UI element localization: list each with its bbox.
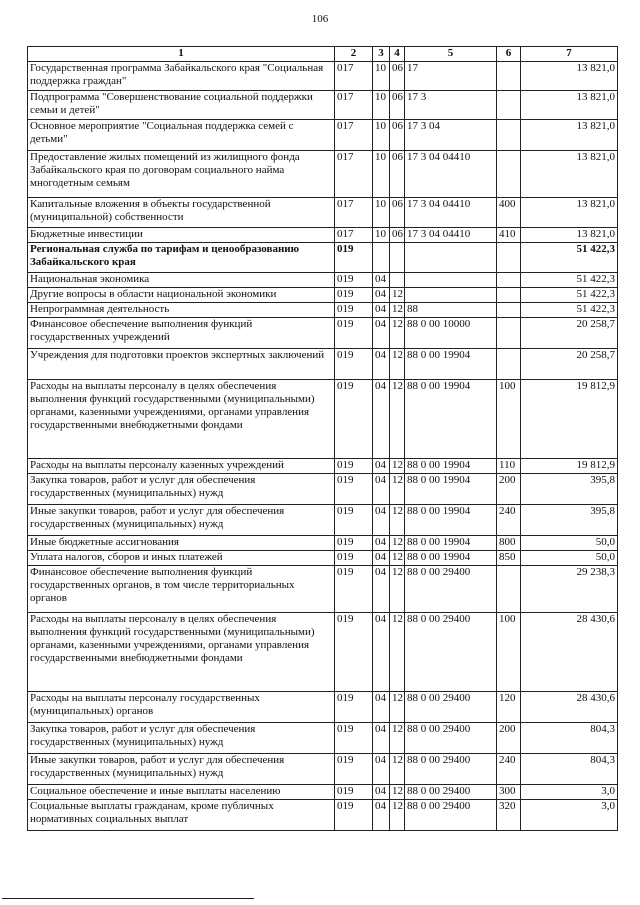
- expense-type: 400: [497, 198, 521, 228]
- section-code: 04: [373, 288, 390, 303]
- target-article: 88 0 00 29400: [405, 785, 497, 800]
- row-name: Подпрограмма "Совершенствование социальной поддержки семьи и детей": [28, 91, 335, 120]
- target-article: 17 3 04 04410: [405, 198, 497, 228]
- row-name: Непрограммная деятельность: [28, 303, 335, 318]
- table-row: [28, 723, 618, 754]
- row-name: Уплата налогов, сборов и иных платежей: [28, 551, 335, 566]
- expense-type: 200: [497, 474, 521, 505]
- table-row: [28, 380, 618, 459]
- target-article: 88: [405, 303, 497, 318]
- subsection-code: 12: [390, 566, 405, 613]
- section-code: [373, 243, 390, 273]
- subsection-code: 12: [390, 785, 405, 800]
- row-name: Предоставление жилых помещений из жилищного фонда Забайкальского края по договорам социального найма многодетным семьям: [28, 151, 335, 198]
- row-name: Расходы на выплаты персоналу в целях обеспечения выполнения функций государственными (муниципальными) органами, казенными учреждениями, органами управления государственными внебюджетными фондами: [28, 380, 335, 459]
- row-name: Расходы на выплаты персоналу в целях обеспечения выполнения функций государственными (муниципальными) органами, казенными учреждениями, органами управления государственными внебюджетными фондами: [28, 613, 335, 692]
- expense-type: 100: [497, 380, 521, 459]
- subsection-code: 12: [390, 723, 405, 754]
- subsection-code: 12: [390, 303, 405, 318]
- target-article: 88 0 00 19904: [405, 474, 497, 505]
- amount: 3,0: [521, 800, 618, 831]
- amount: 50,0: [521, 551, 618, 566]
- ministry-code: 019: [335, 754, 373, 785]
- row-name: Государственная программа Забайкальского края "Социальная поддержка граждан": [28, 62, 335, 91]
- row-name: Национальная экономика: [28, 273, 335, 288]
- row-name: Иные закупки товаров, работ и услуг для обеспечения государственных (муниципальных) нужд: [28, 505, 335, 536]
- page-number: 106: [311, 13, 329, 25]
- target-article: 88 0 00 29400: [405, 566, 497, 613]
- table-row: [28, 243, 618, 273]
- table-row: [28, 198, 618, 228]
- amount: 13 821,0: [521, 198, 618, 228]
- amount: 28 430,6: [521, 613, 618, 692]
- row-name: Социальные выплаты гражданам, кроме публичных нормативных социальных выплат: [28, 800, 335, 831]
- section-code: 10: [373, 62, 390, 91]
- target-article: 17 3 04 04410: [405, 151, 497, 198]
- subsection-code: 06: [390, 62, 405, 91]
- subsection-code: [390, 273, 405, 288]
- row-name: Региональная служба по тарифам и ценообразованию Забайкальского края: [28, 243, 335, 273]
- table-row: [28, 459, 618, 474]
- table-row: [28, 613, 618, 692]
- amount: 13 821,0: [521, 151, 618, 198]
- target-article: 88 0 00 19904: [405, 505, 497, 536]
- ministry-code: 017: [335, 198, 373, 228]
- table-row: [28, 551, 618, 566]
- expense-type: 320: [497, 800, 521, 831]
- amount: 395,8: [521, 474, 618, 505]
- ministry-code: 019: [335, 613, 373, 692]
- table-row: [28, 151, 618, 198]
- section-code: 04: [373, 505, 390, 536]
- row-name: Финансовое обеспечение выполнения функций государственных учреждений: [28, 318, 335, 349]
- subsection-code: 06: [390, 151, 405, 198]
- table-row: [28, 288, 618, 303]
- ministry-code: 019: [335, 459, 373, 474]
- section-code: 04: [373, 692, 390, 723]
- expense-type: [497, 273, 521, 288]
- ministry-code: 019: [335, 318, 373, 349]
- amount: 3,0: [521, 785, 618, 800]
- table-row: [28, 91, 618, 120]
- section-code: 04: [373, 318, 390, 349]
- header-col-1: 1: [28, 47, 335, 62]
- ministry-code: 017: [335, 91, 373, 120]
- ministry-code: 019: [335, 692, 373, 723]
- section-code: 10: [373, 198, 390, 228]
- target-article: [405, 288, 497, 303]
- budget-table: [27, 46, 618, 831]
- subsection-code: 12: [390, 474, 405, 505]
- section-code: 04: [373, 474, 390, 505]
- table-row: [28, 474, 618, 505]
- amount: 804,3: [521, 723, 618, 754]
- table-row: [28, 800, 618, 831]
- subsection-code: 12: [390, 288, 405, 303]
- ministry-code: 019: [335, 243, 373, 273]
- expense-type: 850: [497, 551, 521, 566]
- amount: 51 422,3: [521, 243, 618, 273]
- ministry-code: 019: [335, 474, 373, 505]
- row-name: Закупка товаров, работ и услуг для обеспечения государственных (муниципальных) нужд: [28, 723, 335, 754]
- ministry-code: 019: [335, 349, 373, 380]
- expense-type: [497, 303, 521, 318]
- amount: 20 258,7: [521, 318, 618, 349]
- expense-type: 410: [497, 228, 521, 243]
- target-article: 17: [405, 62, 497, 91]
- header-col-7: 7: [521, 47, 618, 62]
- table-row: [28, 228, 618, 243]
- header-col-6: 6: [497, 47, 521, 62]
- ministry-code: 017: [335, 120, 373, 151]
- target-article: 88 0 00 29400: [405, 692, 497, 723]
- table-row: [28, 536, 618, 551]
- expense-type: 200: [497, 723, 521, 754]
- ministry-code: 017: [335, 228, 373, 243]
- ministry-code: 019: [335, 723, 373, 754]
- target-article: [405, 243, 497, 273]
- table-row: [28, 505, 618, 536]
- expense-type: [497, 349, 521, 380]
- header-col-5: 5: [405, 47, 497, 62]
- row-name: Бюджетные инвестиции: [28, 228, 335, 243]
- expense-type: [497, 243, 521, 273]
- ministry-code: 019: [335, 273, 373, 288]
- target-article: 17 3: [405, 91, 497, 120]
- target-article: 88 0 00 19904: [405, 459, 497, 474]
- section-code: 04: [373, 551, 390, 566]
- section-code: 04: [373, 380, 390, 459]
- target-article: 88 0 00 29400: [405, 754, 497, 785]
- target-article: 88 0 00 29400: [405, 613, 497, 692]
- subsection-code: 06: [390, 228, 405, 243]
- subsection-code: 12: [390, 505, 405, 536]
- amount: 804,3: [521, 754, 618, 785]
- target-article: 17 3 04 04410: [405, 228, 497, 243]
- target-article: [405, 273, 497, 288]
- subsection-code: 12: [390, 459, 405, 474]
- expense-type: [497, 120, 521, 151]
- expense-type: [497, 318, 521, 349]
- row-name: Закупка товаров, работ и услуг для обеспечения государственных (муниципальных) нужд: [28, 474, 335, 505]
- amount: 19 812,9: [521, 380, 618, 459]
- table-row: [28, 120, 618, 151]
- amount: 50,0: [521, 536, 618, 551]
- ministry-code: 019: [335, 303, 373, 318]
- amount: 19 812,9: [521, 459, 618, 474]
- row-name: Расходы на выплаты персоналу казенных учреждений: [28, 459, 335, 474]
- section-code: 04: [373, 536, 390, 551]
- row-name: Капитальные вложения в объекты государственной (муниципальной) собственности: [28, 198, 335, 228]
- expense-type: 240: [497, 505, 521, 536]
- amount: 51 422,3: [521, 288, 618, 303]
- target-article: 88 0 00 19904: [405, 551, 497, 566]
- amount: 51 422,3: [521, 273, 618, 288]
- row-name: Другие вопросы в области национальной экономики: [28, 288, 335, 303]
- expense-type: [497, 62, 521, 91]
- section-code: 04: [373, 785, 390, 800]
- expense-type: [497, 566, 521, 613]
- table-row: [28, 754, 618, 785]
- target-article: 17 3 04: [405, 120, 497, 151]
- ministry-code: 019: [335, 551, 373, 566]
- section-code: 04: [373, 566, 390, 613]
- expense-type: [497, 151, 521, 198]
- section-code: 04: [373, 303, 390, 318]
- subsection-code: 12: [390, 800, 405, 831]
- target-article: 88 0 00 19904: [405, 349, 497, 380]
- row-name: Социальное обеспечение и иные выплаты населению: [28, 785, 335, 800]
- section-code: 04: [373, 613, 390, 692]
- ministry-code: 019: [335, 380, 373, 459]
- header-col-4: 4: [390, 47, 405, 62]
- subsection-code: 12: [390, 380, 405, 459]
- target-article: 88 0 00 29400: [405, 800, 497, 831]
- section-code: 04: [373, 800, 390, 831]
- ministry-code: 019: [335, 536, 373, 551]
- target-article: 88 0 00 19904: [405, 380, 497, 459]
- ministry-code: 017: [335, 151, 373, 198]
- amount: 13 821,0: [521, 228, 618, 243]
- header-row: [28, 47, 618, 62]
- row-name: Основное мероприятие "Социальная поддержка семей с детьми": [28, 120, 335, 151]
- table-row: [28, 785, 618, 800]
- amount: 13 821,0: [521, 62, 618, 91]
- subsection-code: 12: [390, 318, 405, 349]
- expense-type: 110: [497, 459, 521, 474]
- row-name: Иные бюджетные ассигнования: [28, 536, 335, 551]
- expense-type: [497, 288, 521, 303]
- subsection-code: 06: [390, 120, 405, 151]
- header-col-2: 2: [335, 47, 373, 62]
- subsection-code: [390, 243, 405, 273]
- ministry-code: 019: [335, 785, 373, 800]
- section-code: 10: [373, 228, 390, 243]
- target-article: 88 0 00 19904: [405, 536, 497, 551]
- amount: 28 430,6: [521, 692, 618, 723]
- table-row: [28, 318, 618, 349]
- row-name: Иные закупки товаров, работ и услуг для обеспечения государственных (муниципальных) нужд: [28, 754, 335, 785]
- ministry-code: 019: [335, 288, 373, 303]
- section-code: 04: [373, 723, 390, 754]
- footnote-divider: [2, 898, 254, 899]
- target-article: 88 0 00 10000: [405, 318, 497, 349]
- target-article: 88 0 00 29400: [405, 723, 497, 754]
- amount: 29 238,3: [521, 566, 618, 613]
- row-name: Учреждения для подготовки проектов экспертных заключений: [28, 349, 335, 380]
- row-name: Расходы на выплаты персоналу государственных (муниципальных) органов: [28, 692, 335, 723]
- expense-type: 300: [497, 785, 521, 800]
- expense-type: 240: [497, 754, 521, 785]
- table-row: [28, 62, 618, 91]
- expense-type: [497, 91, 521, 120]
- amount: 13 821,0: [521, 91, 618, 120]
- subsection-code: 06: [390, 91, 405, 120]
- section-code: 10: [373, 151, 390, 198]
- subsection-code: 06: [390, 198, 405, 228]
- amount: 13 821,0: [521, 120, 618, 151]
- subsection-code: 12: [390, 692, 405, 723]
- row-name: Финансовое обеспечение выполнения функций государственных органов, в том числе территориальных органов: [28, 566, 335, 613]
- amount: 395,8: [521, 505, 618, 536]
- section-code: 04: [373, 459, 390, 474]
- section-code: 04: [373, 273, 390, 288]
- expense-type: 120: [497, 692, 521, 723]
- ministry-code: 017: [335, 62, 373, 91]
- section-code: 10: [373, 91, 390, 120]
- table-row: [28, 303, 618, 318]
- subsection-code: 12: [390, 349, 405, 380]
- table-row: [28, 692, 618, 723]
- expense-type: 100: [497, 613, 521, 692]
- table-row: [28, 566, 618, 613]
- header-col-3: 3: [373, 47, 390, 62]
- amount: 20 258,7: [521, 349, 618, 380]
- table-row: [28, 273, 618, 288]
- ministry-code: 019: [335, 505, 373, 536]
- table-row: [28, 349, 618, 380]
- subsection-code: 12: [390, 613, 405, 692]
- section-code: 04: [373, 754, 390, 785]
- subsection-code: 12: [390, 754, 405, 785]
- expense-type: 800: [497, 536, 521, 551]
- amount: 51 422,3: [521, 303, 618, 318]
- subsection-code: 12: [390, 551, 405, 566]
- ministry-code: 019: [335, 800, 373, 831]
- section-code: 04: [373, 349, 390, 380]
- ministry-code: 019: [335, 566, 373, 613]
- section-code: 10: [373, 120, 390, 151]
- subsection-code: 12: [390, 536, 405, 551]
